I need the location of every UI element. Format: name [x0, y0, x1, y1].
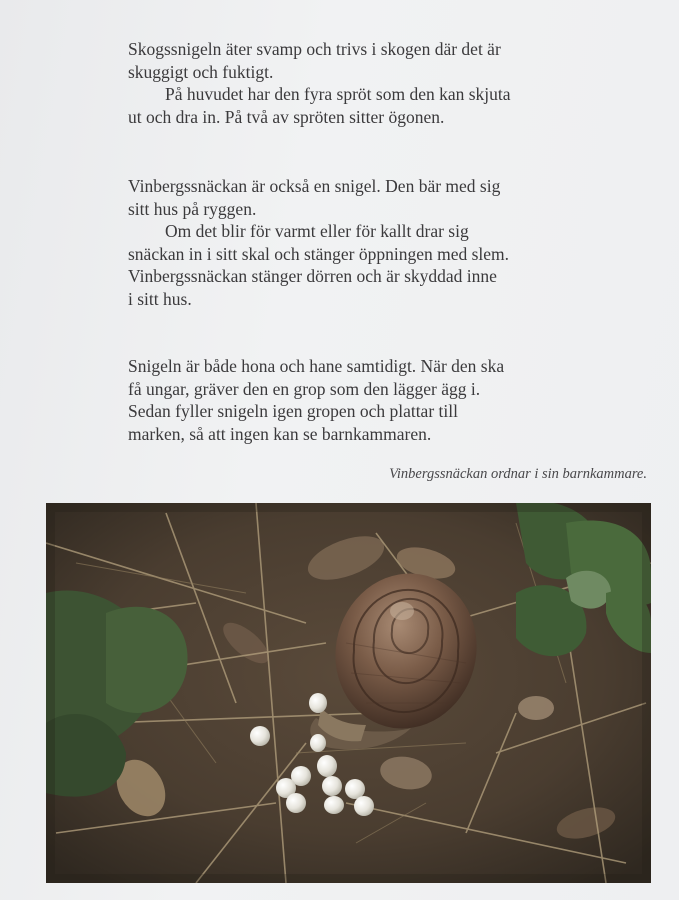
text-line: i sitt hus.	[128, 288, 192, 309]
paragraph-snail-eggs	[128, 355, 568, 445]
text-line: få ungar, gräver den en grop som den lägger ägg i.	[128, 378, 481, 399]
text-line: marken, så att ingen kan se barnkammaren.	[128, 423, 432, 444]
text-line: skuggigt och fuktigt.	[128, 61, 274, 82]
text-line: Sedan fyller snigeln igen gropen och plattar till	[128, 401, 458, 421]
text-line: Om det blir för varmt eller för kallt drar sig	[165, 221, 469, 241]
text-line: snäckan in i sitt skal och stänger öppningen med slem.	[128, 243, 510, 264]
text-line: Skogssnigeln äter svamp och trivs i skogen där det är	[128, 39, 501, 59]
text-line: Vinbergssnäckan är också en snigel. Den bär med sig	[128, 176, 501, 196]
snail-photo	[46, 503, 651, 883]
paragraph-forest-snail	[128, 38, 568, 128]
paragraph-roman-snail	[128, 175, 568, 310]
text-line: Snigeln är både hona och hane samtidigt. När den ska	[128, 356, 505, 376]
photo-caption: Vinbergssnäckan ordnar i sin barnkammare.	[389, 466, 647, 482]
snail-illustration	[46, 503, 651, 883]
text-line: Vinbergssnäckan stänger dörren och är skyddad inne	[128, 266, 497, 286]
text-line: sitt hus på ryggen.	[128, 198, 257, 219]
text-line: ut och dra in. På två av spröten sitter ögonen.	[128, 106, 445, 127]
text-line: På huvudet har den fyra spröt som den kan skjuta	[165, 84, 511, 104]
